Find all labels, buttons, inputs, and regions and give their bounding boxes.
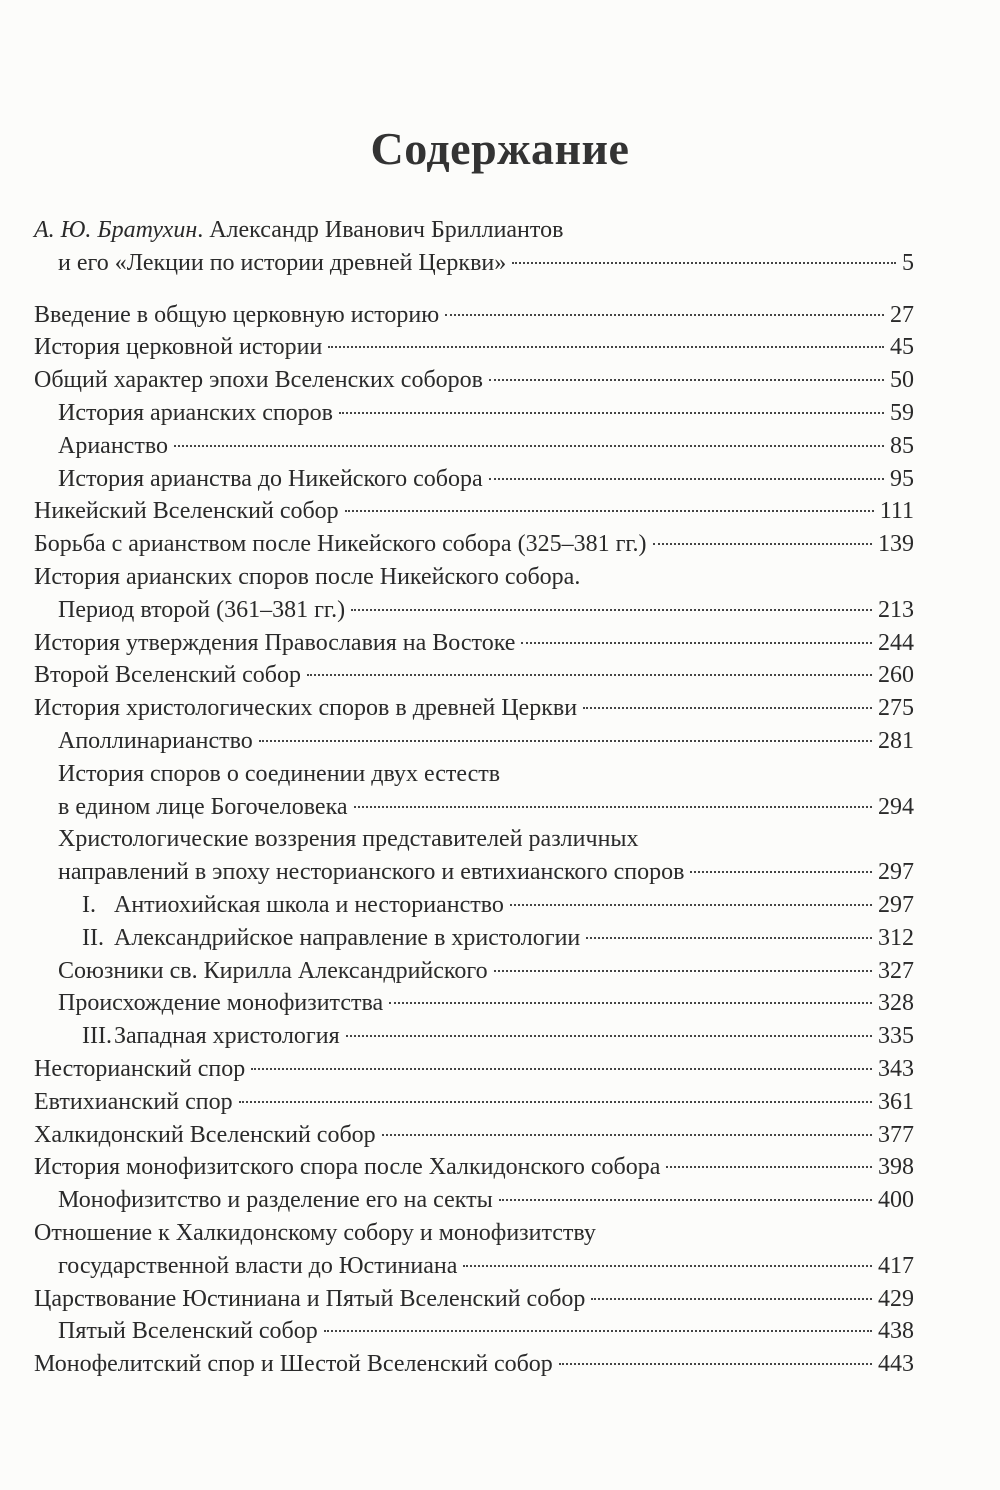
dot-leader [586,937,872,939]
toc-entry-preface-line2 [34,247,914,280]
dot-leader [259,740,872,742]
roman-numeral: II. [82,924,104,951]
dot-leader [251,1068,872,1070]
entry-title: История арианских споров [58,399,334,426]
entry-title: Отношение к Халкидонскому собору и монофизитству [34,1219,596,1246]
entry-title: История арианства до Никейского собора [58,465,483,492]
toc-entry [34,463,914,496]
page-number: 377 [878,1121,914,1148]
page-number: 443 [878,1351,914,1378]
dot-leader [389,1002,872,1004]
entry-title: Происхождение монофизитства [58,990,384,1017]
page-number: 27 [890,301,914,328]
entry-title: Борьба с арианством после Никейского собора (325–381 гг.) [34,531,647,558]
dot-leader [510,904,872,906]
page-number: 59 [890,399,914,426]
dot-leader [324,1330,872,1332]
toc-entry [34,627,914,660]
toc-entry-line2 [34,594,914,627]
dot-leader [521,642,872,644]
page-number: 281 [878,727,914,754]
dot-leader [346,1035,872,1037]
toc-entry-line1 [34,758,914,791]
page-number: 327 [878,957,914,984]
entry-title: Евтихианский спор [34,1088,233,1115]
toc-entry-line1 [34,561,914,594]
toc-entry [34,725,914,758]
toc-entry [34,692,914,725]
toc-entry [34,955,914,988]
toc-entry-line2 [34,791,914,824]
page-number: 294 [878,793,914,820]
page-number: 429 [878,1285,914,1312]
toc-entry [34,430,914,463]
entry-title: Союзники св. Кирилла Александрийского [58,957,488,984]
entry-title-continued: государственной власти до Юстиниана [58,1252,458,1279]
toc-entry [34,1151,914,1184]
roman-numeral: I. [82,891,96,918]
entry-title: Несторианский спор [34,1055,246,1082]
entry-title: История утверждения Православия на Востоке [34,629,516,656]
page-number: 111 [879,498,914,525]
toc-entry [34,495,914,528]
page-number: 50 [890,367,914,394]
dot-leader [174,445,884,447]
entry-title: Второй Вселенский собор [34,662,301,689]
dot-leader [690,871,872,873]
toc-entry [34,1315,914,1348]
entry-title: Арианство [58,432,168,459]
toc-entry [34,364,914,397]
entry-title: История споров о соединении двух естеств [58,760,501,787]
toc-entry [34,397,914,430]
page-number: 45 [890,334,914,361]
dot-leader [354,806,872,808]
toc-entry [34,1020,914,1053]
page-number: 85 [890,432,914,459]
page-title: Содержание [370,123,630,174]
page-number: 260 [878,662,914,689]
entry-title-continued: в едином лице Богочеловека [58,793,348,820]
page-number: 361 [878,1088,914,1115]
dot-leader [666,1166,872,1168]
toc-entry [34,889,914,922]
entry-title-continued: Период второй (361–381 гг.) [58,596,346,623]
page-number: 335 [878,1023,914,1050]
preface-title-line1: . Александр Иванович Бриллиантов [197,217,564,243]
entry-title: История арианских споров после Никейского собора. [34,563,581,590]
toc-entry [34,1053,914,1086]
dot-leader [583,707,872,709]
entry-title: История христологических споров в древней Церкви [34,695,578,722]
entry-title: Халкидонский Вселенский собор [34,1121,376,1148]
dot-leader [382,1134,872,1136]
entry-title: История церковной истории [34,334,323,361]
toc-entry [34,1119,914,1152]
entry-title: Введение в общую церковную историю [34,301,440,328]
dot-leader [328,346,884,348]
toc-entry [34,659,914,692]
dot-leader [351,609,872,611]
toc-entry [34,987,914,1020]
dot-leader [489,478,884,480]
toc-entry [34,528,914,561]
toc-entry [34,331,914,364]
dot-leader [345,510,874,512]
toc-entry-preface-line1 [34,214,914,247]
entry-title-continued: направлений в эпоху несторианского и евтихианского споров [58,859,685,886]
roman-numeral: III. [82,1023,112,1050]
entry-title: История монофизитского спора после Халкидонского собора [34,1154,661,1181]
page-number: 328 [878,990,914,1017]
entry-title: Никейский Вселенский собор [34,498,339,525]
page-number: 297 [878,859,914,886]
page-number: 398 [878,1154,914,1181]
entry-title: Общий характер эпохи Вселенских соборов [34,367,484,394]
toc-entry-line1 [34,1217,914,1250]
dot-leader [559,1363,872,1365]
page-number: 438 [878,1318,914,1345]
toc-entry [34,1086,914,1119]
page-number: 213 [878,596,914,623]
toc-entry [34,299,914,332]
dot-leader [445,314,884,316]
page-number: 5 [902,249,914,276]
dot-leader [499,1199,872,1201]
toc-entry-line2 [34,856,914,889]
toc-entry [34,1184,914,1217]
toc-entry-line2 [34,1250,914,1283]
preface-author: А. Ю. Братухин [34,217,198,243]
page-number: 244 [878,629,914,656]
toc-entry [34,922,914,955]
toc-entry-line1 [34,823,914,856]
entry-title: Монофелитский спор и Шестой Вселенский собор [34,1351,553,1378]
dot-leader [591,1298,872,1300]
page-number: 400 [878,1187,914,1214]
dot-leader [463,1265,872,1267]
entry-title: Александрийское направление в христологии [114,924,581,951]
toc-entry [34,1283,914,1316]
entry-title: Антиохийская школа и несторианство [114,891,504,918]
dot-leader [494,970,872,972]
dot-leader [239,1101,872,1103]
dot-leader [653,543,872,545]
dot-leader [512,262,896,264]
toc-entry [34,1348,914,1381]
page-number: 139 [878,531,914,558]
page-number: 297 [878,891,914,918]
entry-title: Царствование Юстиниана и Пятый Вселенский собор [34,1285,586,1312]
entry-title: Аполлинарианство [58,727,253,754]
page-number: 275 [878,695,914,722]
entry-title: Пятый Вселенский собор [58,1318,318,1345]
entry-title: Монофизитство и разделение его на секты [58,1187,493,1214]
page-number: 95 [890,465,914,492]
dot-leader [307,674,872,676]
page-number: 417 [878,1252,914,1279]
table-of-contents [34,214,914,1381]
page-number: 312 [878,924,914,951]
page-number: 343 [878,1055,914,1082]
dot-leader [339,412,884,414]
preface-title-line2: и его «Лекции по истории древней Церкви» [58,249,507,276]
dot-leader [489,379,884,381]
entry-title: Христологические воззрения представителей различных [58,826,639,853]
entry-title: Западная христология [114,1023,340,1050]
